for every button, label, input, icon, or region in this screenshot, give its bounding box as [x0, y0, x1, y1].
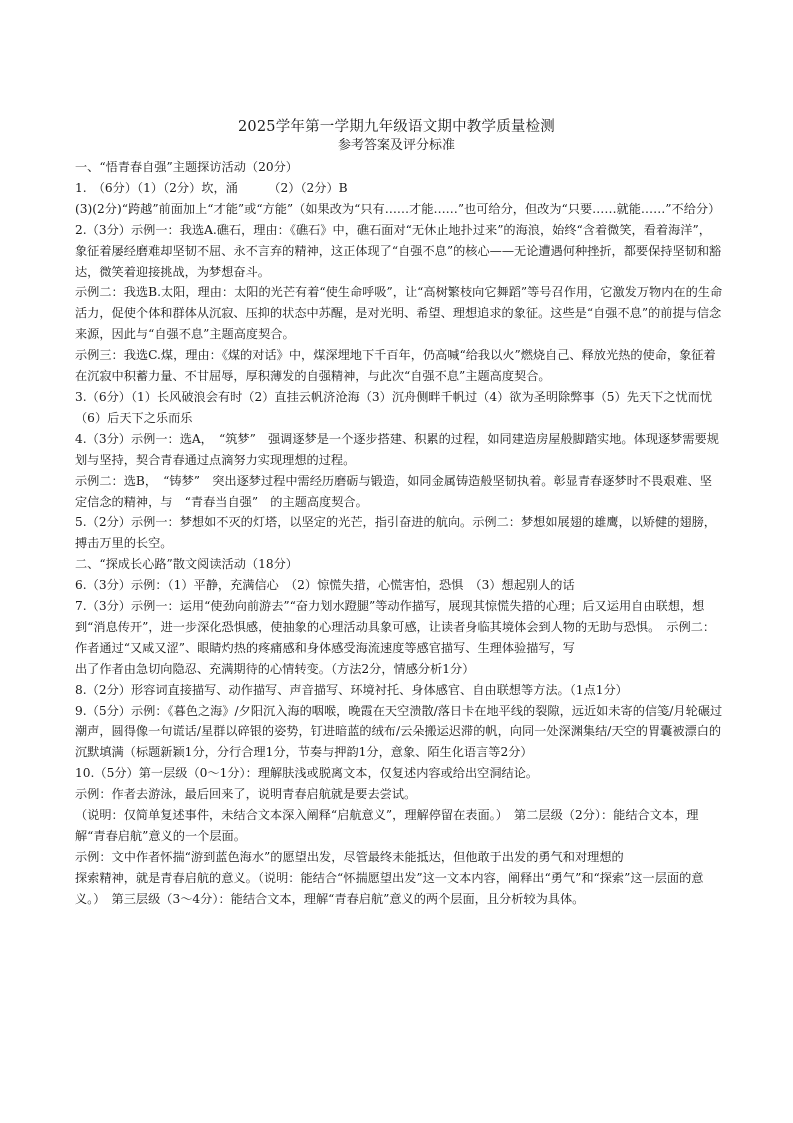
- answer-q8: 8.（2分）形容词直接描写、动作描写、声音描写、环境衬托、身体感官、自由联想等方法。（1点1分）: [75, 682, 628, 697]
- section-heading-1: 一、“悟青春自强”主题探访活动（20分）: [75, 160, 298, 174]
- answer-q10-level1: 10.（5分）第一层级（0～1分）：理解肤浅或脱离文本，仅复述内容或给出空洞结论。: [75, 766, 539, 781]
- document-subtitle: 参考答案及评分标准: [337, 138, 455, 153]
- answer-q2-example2: 示例二：我选B.太阳，理由：太阳的光芒有着“使生命呼吸”，让“高树繁枝向它舞蹈”等号召作用，它激发万物内在的生命活力，促使个体和群体从沉寂、压抑的状态中苏醒，是对光明、希望、理想追求的象征。这些是“自强不息”的前提与信念来源，因此与“自强不息”主题高度契合。: [75, 285, 723, 342]
- answer-q7-continued: 出了作者由急切向隐忍、充满期待的心情转变。（方法2分，情感分析1分）: [75, 661, 475, 676]
- answer-body: [75, 157, 723, 910]
- answer-q9: 9.（5分）示例：《暮色之海》/夕阳沉入海的咽喉，晚霞在天空溃散/落日卡在地平线的裂隙，远近如未寄的信笺/月轮碾过潮声，圆得像一句谎话/星群以碎银的姿势，钉进暗蓝的绒布/云朵搬运迟滞的帆，向同一处深渊集结/天空的胃囊被漂白的沉默填满（标题新颖1分，分行合理1分，节奏与押韵1分，意象、陌生化语言等2分）: [75, 703, 723, 760]
- answer-q3: 3.（6分）（1）长风破浪会有时（2）直挂云帆济沧海（3）沉舟侧畔千帆过（4）欲为圣明除弊事（5）先天下之忧而忧（6）后天下之乐而乐: [75, 389, 713, 425]
- answer-q10-level2: （说明：仅简单复述事件，未结合文本深入阐释“启航意义”，理解停留在表面。） 第二层级（2分）：能结合文本，理解“青春启航”意义的一个层面。: [75, 808, 699, 843]
- answer-q1: 1. （6分）（1）（2分）坎，涌 （2）（2分）B: [75, 180, 348, 195]
- answer-q5: 5.（2分）示例一：梦想如不灭的灯塔，以坚定的光芒，指引奋进的航向。示例二：梦想如展翅的雄鹰，以矫健的翅膀，搏击万里的长空。: [75, 515, 716, 551]
- answer-q2-example1: 2.（3分）示例一：我选A.礁石，理由：《礁石》中，礁石面对“无休止地扑过来”的海浪，始终“含着微笑，看着海洋”，象征着屡经磨难却坚韧不屈、永不言弃的精神，这正体现了“自强不息”的核心——无论遭遇何种挫折，都要保持坚韧和豁达，微笑着迎接挑战，为梦想奋斗。: [75, 222, 722, 279]
- section-heading-2: 二、“探成长心路”散文阅读活动（18分）: [75, 557, 298, 572]
- document-title: 2025学年第一学期九年级语文期中教学质量检测: [238, 119, 555, 135]
- answer-q10-example1: 示例：作者去游泳，最后回来了，说明青春启航就是要去尝试。: [75, 787, 417, 802]
- answer-q10-level3: 探索精神，就是青春启航的意义。（说明：能结合“怀揣愿望出发”这一文本内容，阐释出“勇气”和“探索”这一层面的意义。） 第三层级（3～4分）：能结合文本，理解“青春启航”意义的两个层面，且分析较为具体。: [75, 870, 704, 906]
- answer-q4-example2: 示例二：选B， “铸梦” 突出逐梦过程中需经历磨砺与锻造，如同金属铸造般坚韧执着。彰显青春逐梦时不畏艰难、坚定信念的精神，与 “青春当自强” 的主题高度契合。: [75, 473, 712, 509]
- answer-q2-example3: 示例三：我选C.煤，理由：《煤的对话》中，煤深埋地下千百年，仍高喊“给我以火”燃烧自己、释放光热的使命，象征着在沉寂中积蓄力量、不甘屈辱，厚积薄发的自强精神，与此次“自强不息”主题高度契合。: [75, 348, 716, 384]
- answer-q4-example1: 4.（3分）示例一：选A， “筑梦” 强调逐梦是一个逐步搭建、积累的过程，如同建造房屋般脚踏实地。体现逐梦需要规划与坚持，契合青春通过点滴努力实现理想的过程。: [75, 431, 719, 467]
- answer-q10-example2: 示例：文中作者怀揣“游到蓝色海水”的愿望出发，尽管最终未能抵达，但他敢于出发的勇气和对理想的: [75, 849, 624, 864]
- answer-q6: 6.（3分）示例：（1）平静，充满信心 （2）惊慌失措，心慌害怕，恐惧 （3）想起别人的话: [75, 578, 575, 593]
- answer-q1-3: (3)(2分)“跨越”前面加上“才能”或“方能”（如果改为“只有……才能……”也可给分，但改为“只要……就能……”不给分）: [75, 201, 721, 216]
- answer-q7: 7.（3分）示例一：运用“使劲向前游去”“奋力划水蹬腿”等动作描写，展现其惊慌失措的心理；后又运用自由联想，想到“消息传开”，进一步深化恐惧感，使抽象的心理活动具象可感，让读者身临其境体会到人物的无助与恐惧。 示例二：作者通过“又咸又涩”、眼睛灼热的疼痛感和身体感受海流速度等感官描写、生理体验描写，写: [75, 599, 716, 655]
